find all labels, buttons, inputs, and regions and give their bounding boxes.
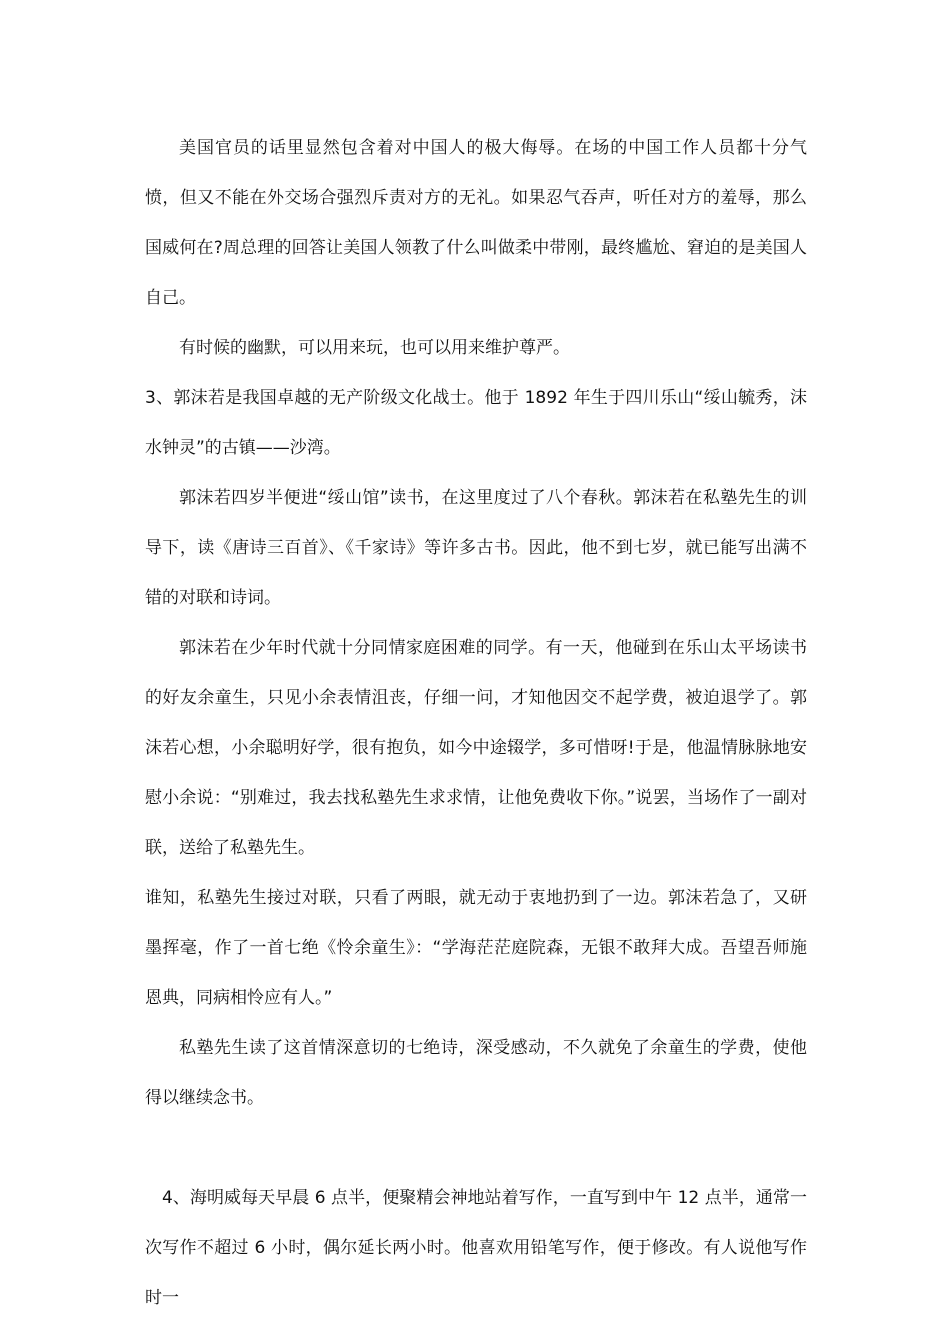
- paragraph-guo-moruo-intro: 3、郭沫若是我国卓越的无产阶级文化战士。他于 1892 年生于四川乐山“绥山毓秀，沫水钟灵”的古镇——沙湾。: [145, 388, 807, 458]
- paragraph-guo-moruo-result: 私塾先生读了这首情深意切的七绝诗，深受感动，不久就免了余童生的学费，使他得以继续念书。: [145, 1038, 807, 1108]
- paragraph-guo-moruo-study: 郭沫若四岁半便进“绥山馆”读书，在这里度过了八个春秋。郭沫若在私塾先生的训导下，读《唐诗三百首》、《千家诗》等许多古书。因此，他不到七岁，就已能写出满不错的对联和诗词。: [145, 488, 807, 608]
- document-page: [145, 123, 807, 1323]
- paragraph-guo-moruo-poem: 谁知，私塾先生接过对联，只看了两眼，就无动于衷地扔到了一边。郭沫若急了，又研墨挥毫，作了一首七绝《怜余童生》：“学海茫茫庭院森，无银不敢拜大成。吾望吾师施恩典，同病相怜应有人。”: [145, 888, 807, 1008]
- paragraph-insult: 美国官员的话里显然包含着对中国人的极大侮辱。在场的中国工作人员都十分气愤，但又不能在外交场合强烈斥责对方的无礼。如果忍气吞声，听任对方的羞辱，那么国威何在?周总理的回答让美国人领教了什么叫做柔中带刚，最终尴尬、窘迫的是美国人自己。: [145, 138, 807, 308]
- paragraph-spacer: [145, 1123, 807, 1173]
- paragraph-humor: 有时候的幽默，可以用来玩，也可以用来维护尊严。: [179, 338, 570, 358]
- paragraph-hemingway: 4、海明威每天早晨 6 点半，便聚精会神地站着写作，一直写到中午 12 点半，通常一次写作不超过 6 小时，偶尔延长两小时。他喜欢用铅笔写作，便于修改。有人说他写作时一: [145, 1188, 807, 1308]
- paragraph-guo-moruo-friend: 郭沫若在少年时代就十分同情家庭困难的同学。有一天，他碰到在乐山太平场读书的好友余童生，只见小余表情沮丧，仔细一问，才知他因交不起学费，被迫退学了。郭沫若心想，小余聪明好学，很有抱负，如今中途辍学，多可惜呀!于是，他温情脉脉地安慰小余说：“别难过，我去找私塾先生求求情，让他免费收下你。”说罢，当场作了一副对联，送给了私塾先生。: [145, 638, 807, 858]
